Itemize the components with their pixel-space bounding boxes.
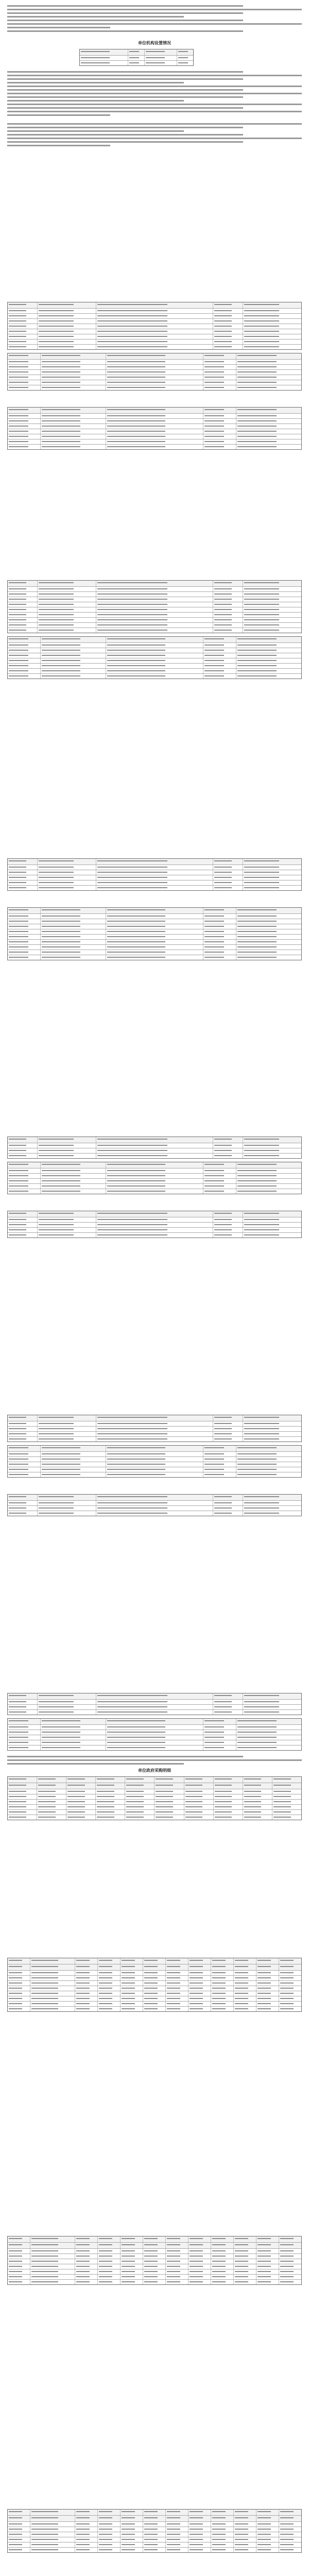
- section-header: [7, 1197, 302, 1209]
- section-header: [7, 845, 302, 856]
- data-table: [7, 1415, 302, 1442]
- page-4: [7, 845, 302, 960]
- page-2: [7, 289, 302, 450]
- section-header: [7, 1680, 302, 1691]
- data-table: [7, 1693, 302, 1715]
- data-table: [7, 1137, 302, 1159]
- page-8: [7, 1958, 302, 2012]
- section-header: [7, 894, 302, 905]
- page-1: [7, 3, 302, 148]
- data-table: [7, 1718, 302, 1751]
- wide-table: [7, 1958, 302, 2012]
- paragraph-block: [7, 5, 302, 32]
- wide-table: [7, 2236, 302, 2285]
- paragraph-block: [7, 123, 302, 146]
- procurement-table: [7, 1776, 302, 1820]
- data-table: [7, 907, 302, 960]
- data-table: [7, 1211, 302, 1238]
- wide-table: [7, 2509, 302, 2553]
- page-7: [7, 1680, 302, 1820]
- data-table: [7, 407, 302, 450]
- org-table-title: 单位机构设置情况: [138, 41, 171, 45]
- page-10: [7, 2509, 302, 2553]
- page-6: [7, 1401, 302, 1516]
- page-3: [7, 567, 302, 679]
- data-table: [7, 1162, 302, 1194]
- section-header: [7, 567, 302, 578]
- data-table: [7, 858, 302, 891]
- org-table: [79, 49, 194, 66]
- data-table: [7, 353, 302, 391]
- procurement-title: 单位政府采购明细: [138, 1768, 171, 1773]
- data-table: [7, 302, 302, 350]
- data-table: [7, 1445, 302, 1478]
- section-header: [7, 1401, 302, 1413]
- data-table: [7, 636, 302, 679]
- section-header: [7, 1123, 302, 1134]
- paragraph-block: [7, 71, 302, 116]
- section-header: [7, 394, 302, 405]
- data-table: [7, 1494, 302, 1516]
- page-9: [7, 2236, 302, 2285]
- data-table: [7, 580, 302, 633]
- page-5: [7, 1123, 302, 1238]
- paragraph-block: [7, 1756, 302, 1765]
- section-header: [7, 1481, 302, 1492]
- section-header: [7, 289, 302, 300]
